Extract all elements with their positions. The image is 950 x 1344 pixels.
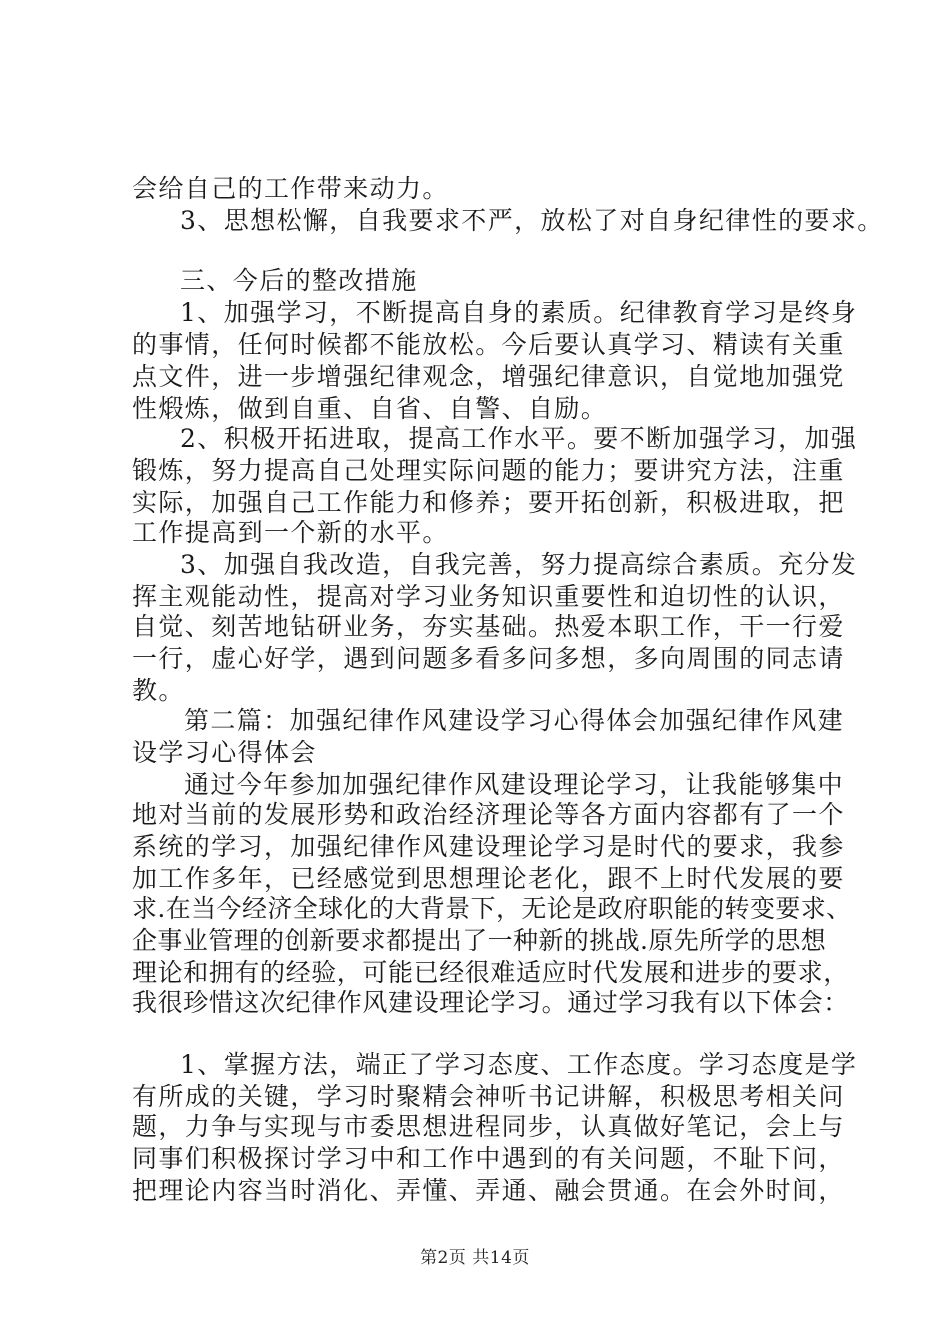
text-line: 点文件，进一步增强纪律观念，增强纪律意识，自觉地加强党 [132, 362, 845, 391]
text-line: 1、掌握方法，端正了学习态度、工作态度。学习态度是学 [180, 1050, 858, 1079]
text-line: 把理论内容当时消化、弄懂、弄通、融会贯通。在会外时间， [132, 1176, 845, 1205]
text-line: 1、加强学习，不断提高自身的素质。纪律教育学习是终身 [180, 298, 858, 327]
text-line: 题，力争与实现与市委思想进程同步，认真做好笔记，会上与 [132, 1112, 845, 1141]
text-line: 同事们积极探讨学习中和工作中遇到的有关问题，不耻下问， [132, 1144, 845, 1173]
section-heading: 三、今后的整改措施 [180, 266, 418, 295]
text-line: 求.在当今经济全球化的大背景下，无论是政府职能的转变要求、 [132, 894, 852, 923]
text-line: 加工作多年，已经感觉到思想理论老化，跟不上时代发展的要 [132, 864, 845, 893]
text-line: 一行，虚心好学，遇到问题多看多问多想，多向周围的同志请 [132, 644, 845, 673]
text-line: 企事业管理的创新要求都提出了一种新的挑战.原先所学的思想 [132, 926, 827, 955]
page-footer: 第2页 共14页 [420, 1248, 530, 1268]
text-line: 3、加强自我改造，自我完善，努力提高综合素质。充分发 [180, 550, 858, 579]
text-line: 自觉、刻苦地钻研业务，夯实基础。热爱本职工作，干一行爱 [132, 612, 845, 641]
chapter-heading: 第二篇：加强纪律作风建设学习心得体会加强纪律作风建 [184, 706, 845, 735]
text-line: 理论和拥有的经验，可能已经很难适应时代发展和进步的要求， [132, 958, 849, 987]
text-line: 通过今年参加加强纪律作风建设理论学习，让我能够集中 [184, 770, 845, 799]
text-line: 我很珍惜这次纪律作风建设理论学习。通过学习我有以下体会： [132, 988, 849, 1017]
text-line: 2、积极开拓进取，提高工作水平。要不断加强学习，加强 [180, 424, 858, 453]
text-line: 教。 [132, 676, 185, 705]
text-line: 挥主观能动性，提高对学习业务知识重要性和迫切性的认识， [132, 582, 845, 611]
chapter-heading: 设学习心得体会 [132, 738, 317, 767]
text-line: 系统的学习，加强纪律作风建设理论学习是时代的要求，我参 [132, 832, 845, 861]
text-line: 实际，加强自己工作能力和修养；要开拓创新，积极进取，把 [132, 488, 845, 517]
text-line: 有所成的关键，学习时聚精会神听书记讲解，积极思考相关问 [132, 1082, 845, 1111]
text-line: 工作提高到一个新的水平。 [132, 518, 449, 547]
text-line: 的事情，任何时候都不能放松。今后要认真学习、精读有关重 [132, 330, 845, 359]
text-line: 3、思想松懈，自我要求不严，放松了对自身纪律性的要求。 [180, 206, 884, 235]
text-line: 锻炼，努力提高自己处理实际问题的能力；要讲究方法，注重 [132, 456, 845, 485]
text-line: 性煅炼，做到自重、自省、自警、自励。 [132, 394, 608, 423]
text-line: 地对当前的发展形势和政治经济理论等各方面内容都有了一个 [132, 800, 845, 829]
text-line: 会给自己的工作带来动力。 [132, 174, 449, 203]
